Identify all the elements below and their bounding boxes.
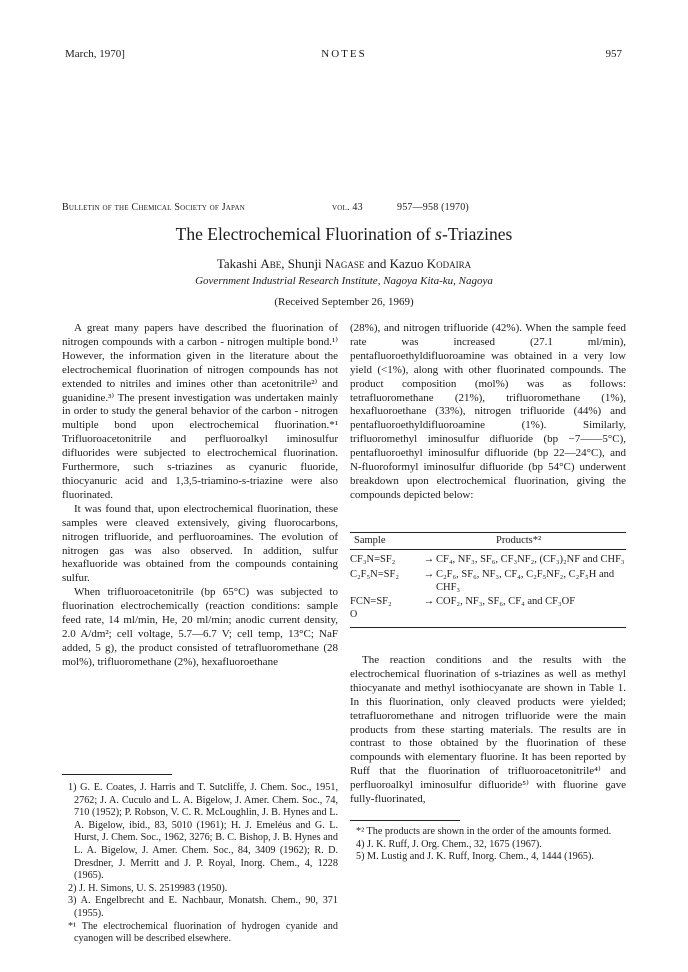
table-row: C₂F₅N=SF₂ → C₂F₆, SF₆, NF₃, CF₄, C₂F₅NF₂, C₂F₅H and CHF₃ bbox=[350, 568, 615, 593]
header-section: NOTES bbox=[321, 48, 367, 60]
footnote: 2) J. H. Simons, U. S. 2519983 (1950). bbox=[68, 882, 228, 894]
footnote: 5) M. Lustig and J. K. Ruff, Inorg. Chem., 4, 1444 (1965). bbox=[356, 851, 594, 863]
received-date: (Received September 26, 1969) bbox=[274, 296, 414, 308]
header-page-number: 957 bbox=[605, 48, 622, 60]
footnote-rule-right bbox=[350, 820, 460, 821]
products-table bbox=[350, 532, 626, 628]
table-header-products: Products*² bbox=[436, 533, 626, 550]
footnote: 3) A. Engelbrecht and E. Nachbaur, Monatsh. Chem., 90, 371 (1955). bbox=[68, 895, 338, 919]
carbonyl-oxygen: O bbox=[350, 609, 358, 621]
footnote: 4) J. K. Ruff, J. Org. Chem., 32, 1675 (1967). bbox=[356, 838, 542, 850]
footnote-rule-left bbox=[62, 774, 172, 775]
paragraph: A great many papers have described the fluorination of nitrogen compounds with a carbon - nitrogen multiple bond.¹⁾ However, the information given in the literature about the electrochemical fluorination of nitrogen compounds has not extended to nitriles and imines other than acetonitrile²⁾ and guanidine.³⁾ The present investigation was undertaken mainly in order to study the general behavior of the carbon - nitrogen multiple bond upon electrochemical fluorination.*¹ Trifluoroacetonitrile and perfluoroalkyl iminosulfur difluorides were subjected to electrochemical fluorination. Furthermore, such s-triazines as cyanuric fluoride, thiocyanuric acid and 1,3,5-triamino-s-triazine were also fluorinated. bbox=[62, 322, 338, 501]
footnotes-left bbox=[62, 782, 338, 946]
right-column-top bbox=[350, 322, 626, 503]
footnote: *² The products are shown in the order of the amounts formed. bbox=[356, 826, 612, 837]
journal-volume: vol. 43 bbox=[332, 202, 363, 213]
footnote: 1) G. E. Coates, J. Harris and T. Sutcliffe, J. Chem. Soc., 1951, 2762; J. A. Cuculo and L. A. Bigelow, J. Amer. Chem. Soc., 74, 710 (1952); P. Robson, V. C. R. McLoughlin, J. B. Hynes and L. A. Bigelow, ibid., 83, 5010 (1961); H. J. Emeléus and G. L. Hurst, J. Chem. Soc., 1962, 3276; B. C. Bishop, J. B. Hynes and L. A. Bigelow, J. Amer. Chem. Soc., 84, 3409 (1962); R. D. Dresdner, J. Merritt and J. P. Royal, Inorg. Chem., 4, 1228 (1965). bbox=[68, 782, 338, 882]
footnotes-right bbox=[350, 826, 626, 864]
table-row: FCN=SF₂ O → COF₂, NF₃, SF₆, CF₄ and CF₃OF bbox=[350, 596, 576, 621]
affiliation: Government Industrial Research Institute, Nagoya Kita-ku, Nagoya bbox=[195, 275, 493, 287]
journal-pages: 957—958 (1970) bbox=[397, 202, 469, 213]
table-header-sample: Sample bbox=[350, 533, 422, 550]
right-column-bottom bbox=[350, 654, 626, 807]
paragraph: (28%), and nitrogen trifluoride (42%). When the sample feed rate was increased (27.1 ml/min), pentafluoroethyldifluoroamine was obtained in a very low yield (<1%), along with other fluorinated compounds. The product composition (mol%) was as follows: tetrafluoromethane (21%), trifluoromethane (1%), hexafluoroethane (33%), nitrogen trifluoride (44%) and pentafluoroethyldifluoroamine (1%). Similarly, trifluoromethyl iminosulfur difluoride (bp −7——5°C), pentafluoroethyl iminosulfur difluoride (bp 22—24°C), and N-fluoroformyl iminosulfur difluoride (bp 54°C) underwent breakdown upon electrochemical fluorination, giving the compounds depicted below: bbox=[350, 322, 626, 501]
paper-title: The Electrochemical Fluorination of s-Triazines bbox=[175, 224, 513, 244]
left-column bbox=[62, 322, 338, 670]
table-row: CF₃N=SF₂ → CF₄, NF₃, SF₆, CF₃NF₂, (CF₃)₂NF and CHF₃ bbox=[350, 554, 625, 565]
header-date: March, 1970] bbox=[65, 48, 125, 60]
author-list: Takashi Abe, Shunji Nagase and Kazuo Kodaira bbox=[216, 256, 472, 271]
footnote: *¹ The electrochemical fluorination of hydrogen cyanide and cyanogen will be described elsewhere. bbox=[68, 920, 338, 945]
paragraph: It was found that, upon electrochemical fluorination, these samples were cleaved extensively, giving fluorocarbons, nitrogen trifluoride, and perfluoroamines. The evolution of nitrogen gas was also observed. In addition, sulfur hexafluoride was obtained from the compounds containing sulfur. bbox=[62, 502, 338, 585]
paragraph: The reaction conditions and the results with the electrochemical fluorination of s-triazines as well as methyl thiocyanate and methyl isothiocyanate are shown in Table 1. In this fluorination, only cleaved products were yielded; tetrafluoromethane and nitrogen trifluoride were the main products from these starting materials. The results are in contrast to those obtained by the fluorination of these compounds with elementary fluorine. It has been reported by Ruff that the fluorination of trifluoroacetonitrile⁴⁾ and perfluoroalkyl iminosulfur difluoride⁵⁾ with fluorine gave fully-fluorinated, bbox=[350, 654, 626, 806]
paragraph: When trifluoroacetonitrile (bp 65°C) was subjected to fluorination electrochemically (reaction conditions: sample feed rate, 14 ml/min, He, 20 ml/min; anodic current density, 2.0 A/dm²; cell voltage, 5.7—6.7 V; cell temp, 13°C; NaF added, 5 g), the product consisted of tetrafluoromethane (28 mol%), trifluoromethane (2%), hexafluoroethane bbox=[62, 586, 338, 668]
journal-name: Bulletin of the Chemical Society of Japan bbox=[62, 202, 246, 213]
